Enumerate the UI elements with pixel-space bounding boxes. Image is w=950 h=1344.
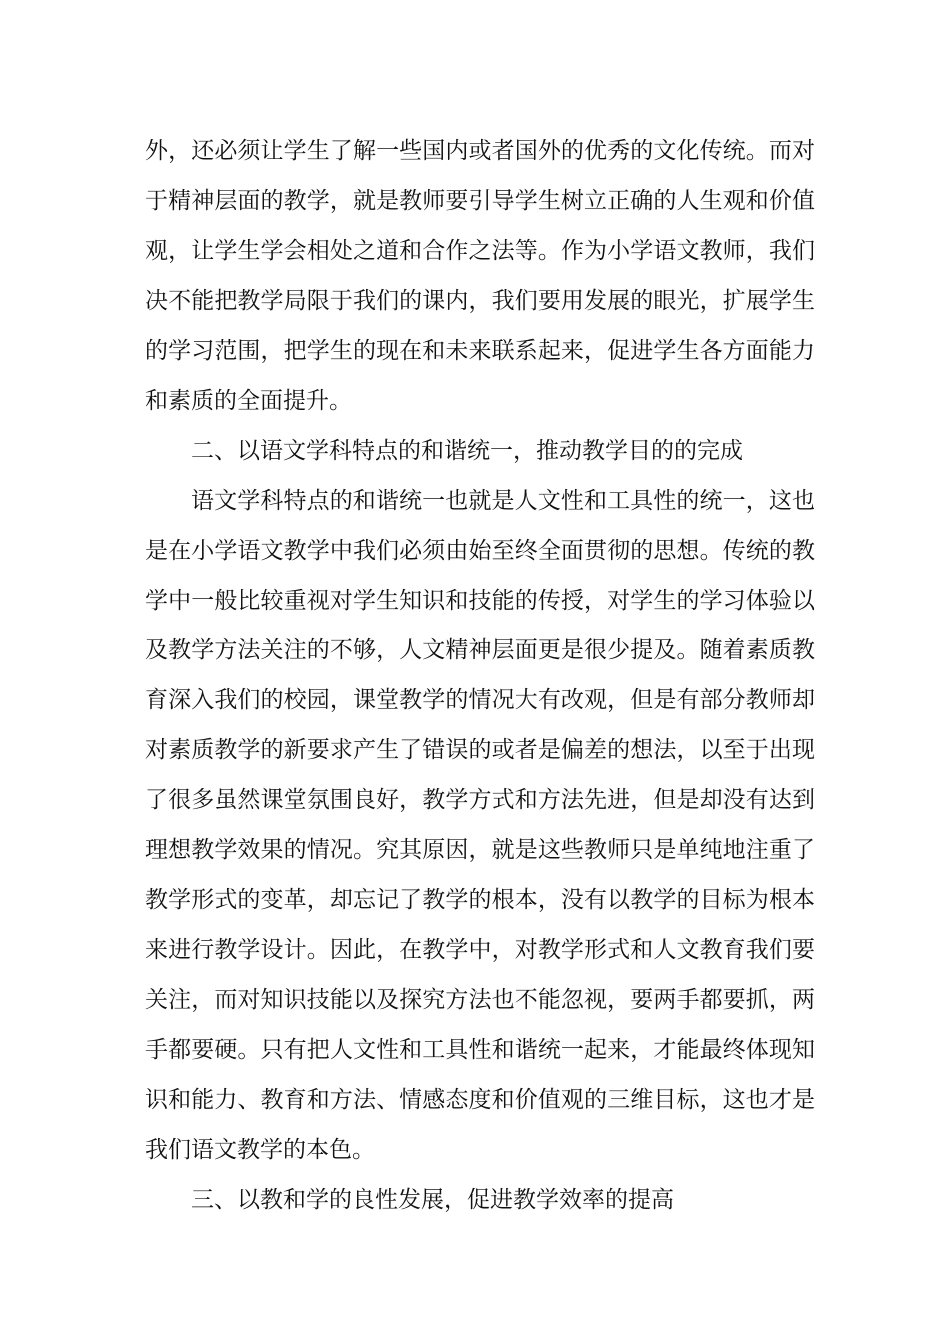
paragraph-line: 学中一般比较重视对学生知识和技能的传授，对学生的学习体验以 xyxy=(145,588,815,614)
paragraph-line: 决不能把教学局限于我们的课内，我们要用发展的眼光，扩展学生 xyxy=(145,288,815,314)
paragraph-line: 于精神层面的教学，就是教师要引导学生树立正确的人生观和价值 xyxy=(145,188,815,214)
paragraph-line: 对素质教学的新要求产生了错误的或者是偏差的想法，以至于出现 xyxy=(145,737,815,763)
paragraph-line: 了很多虽然课堂氛围良好，教学方式和方法先进，但是却没有达到 xyxy=(145,787,815,813)
paragraph-line: 的学习范围，把学生的现在和未来联系起来，促进学生各方面能力 xyxy=(145,338,815,364)
paragraph-line: 和素质的全面提升。 xyxy=(145,388,352,414)
paragraph-line: 识和能力、教育和方法、情感态度和价值观的三维目标，这也才是 xyxy=(145,1087,815,1113)
paragraph-line: 语文学科特点的和谐统一也就是人文性和工具性的统一，这也 xyxy=(191,488,815,514)
paragraph-line: 育深入我们的校园，课堂教学的情况大有改观，但是有部分教师却 xyxy=(145,687,815,713)
paragraph-line: 来进行教学设计。因此，在教学中，对教学形式和人文教育我们要 xyxy=(145,937,815,963)
paragraph-line: 手都要硬。只有把人文性和工具性和谐统一起来，才能最终体现知 xyxy=(145,1037,815,1063)
paragraph-line: 理想教学效果的情况。究其原因，就是这些教师只是单纯地注重了 xyxy=(145,837,815,863)
paragraph-line: 及教学方法关注的不够，人文精神层面更是很少提及。随着素质教 xyxy=(145,637,815,663)
paragraph-line: 外，还必须让学生了解一些国内或者国外的优秀的文化传统。而对 xyxy=(145,138,815,164)
section-heading: 二、以语文学科特点的和谐统一，推动教学目的的完成 xyxy=(191,438,743,464)
paragraph-line: 教学形式的变革，却忘记了教学的根本，没有以教学的目标为根本 xyxy=(145,887,815,913)
paragraph-line: 观，让学生学会相处之道和合作之法等。作为小学语文教师，我们 xyxy=(145,238,815,264)
section-heading: 三、以教和学的良性发展，促进教学效率的提高 xyxy=(191,1187,674,1213)
paragraph-line: 是在小学语文教学中我们必须由始至终全面贯彻的思想。传统的教 xyxy=(145,538,815,564)
paragraph-line: 我们语文教学的本色。 xyxy=(145,1137,375,1163)
paragraph-line: 关注，而对知识技能以及探究方法也不能忽视，要两手都要抓，两 xyxy=(145,987,815,1013)
